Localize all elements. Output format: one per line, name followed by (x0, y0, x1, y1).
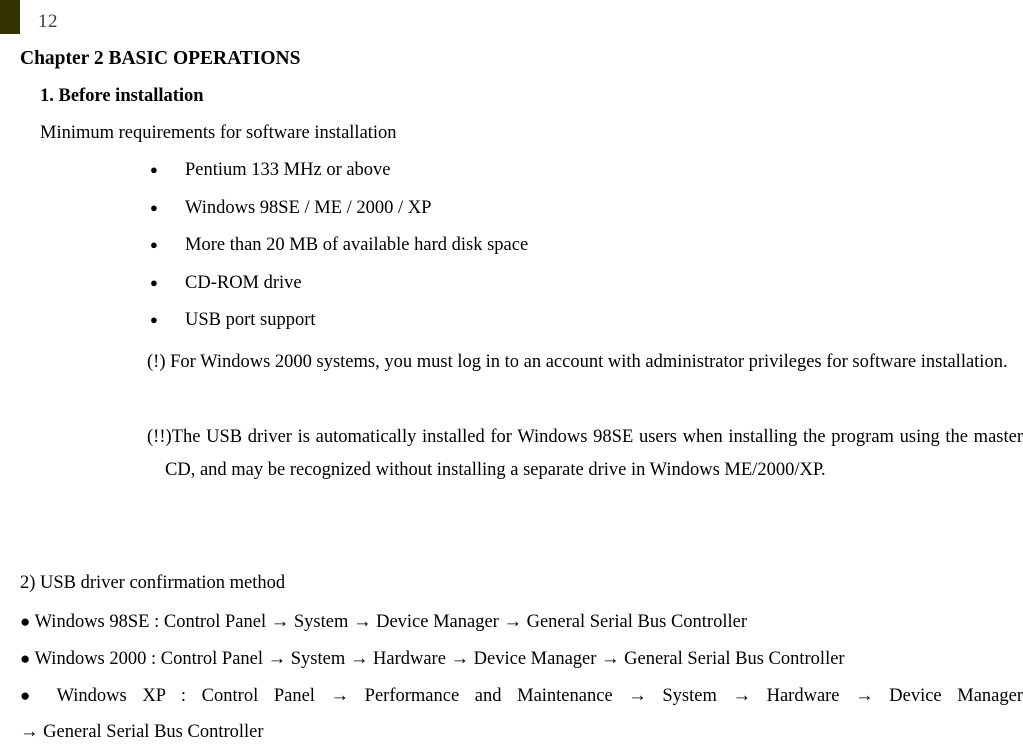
list-item-label: USB port support (185, 310, 316, 330)
page-marker-block (0, 0, 20, 34)
requirements-list (150, 159, 850, 347)
os-path-line-2000 (20, 647, 1023, 671)
list-item (150, 234, 850, 272)
chapter-heading: Chapter 2 BASIC OPERATIONS (20, 48, 301, 69)
os-path-text: Windows 2000 : Control Panel → System → Hardware → Device Manager → General Serial Bus Controller (34, 649, 845, 669)
list-item-label: Pentium 133 MHz or above (185, 160, 391, 180)
filled-circle-icon: ● (20, 649, 31, 668)
list-item (150, 272, 850, 310)
note-text: (!) For Windows 2000 systems, you must log in to an account with administrator privileges for software installation. (147, 352, 1008, 372)
bullet-icon: ● (150, 237, 158, 252)
list-item (150, 309, 850, 347)
os-path-line-xp-continuation (20, 721, 1023, 744)
os-path-text: Windows XP : Control Panel → Performance and Maintenance → System → Hardware → Device Manager (56, 686, 1023, 706)
filled-circle-icon: ● (20, 686, 42, 705)
section-heading: 1. Before installation (40, 86, 204, 106)
bullet-icon: ● (150, 162, 158, 177)
list-item (150, 197, 850, 235)
page-number: 12 (38, 11, 58, 32)
note-warning-2 (147, 421, 1023, 486)
list-item (150, 159, 850, 197)
os-path-text: Windows 98SE : Control Panel → System → Device Manager → General Serial Bus Controller (34, 612, 747, 632)
bullet-icon: ● (150, 312, 158, 327)
list-item-label: Windows 98SE / ME / 2000 / XP (185, 197, 432, 218)
os-path-line-98se (20, 610, 1023, 634)
filled-circle-icon: ● (20, 612, 31, 631)
note-text: (!!)The USB driver is automatically installed for Windows 98SE users when installing the program using the master CD, and may be recognized without installing a separate drive in Windows ME/2000/XP. (147, 427, 1023, 480)
os-path-text: → General Serial Bus Controller (20, 722, 264, 742)
list-item-label: CD-ROM drive (185, 272, 302, 293)
requirements-intro-text: Minimum requirements for software installation (40, 123, 397, 143)
bullet-icon: ● (150, 199, 158, 215)
note-warning-1 (147, 346, 1023, 379)
list-item-label: More than 20 MB of available hard disk space (185, 235, 529, 255)
bullet-icon: ● (150, 274, 158, 290)
confirmation-section-heading: 2) USB driver confirmation method (20, 573, 286, 593)
